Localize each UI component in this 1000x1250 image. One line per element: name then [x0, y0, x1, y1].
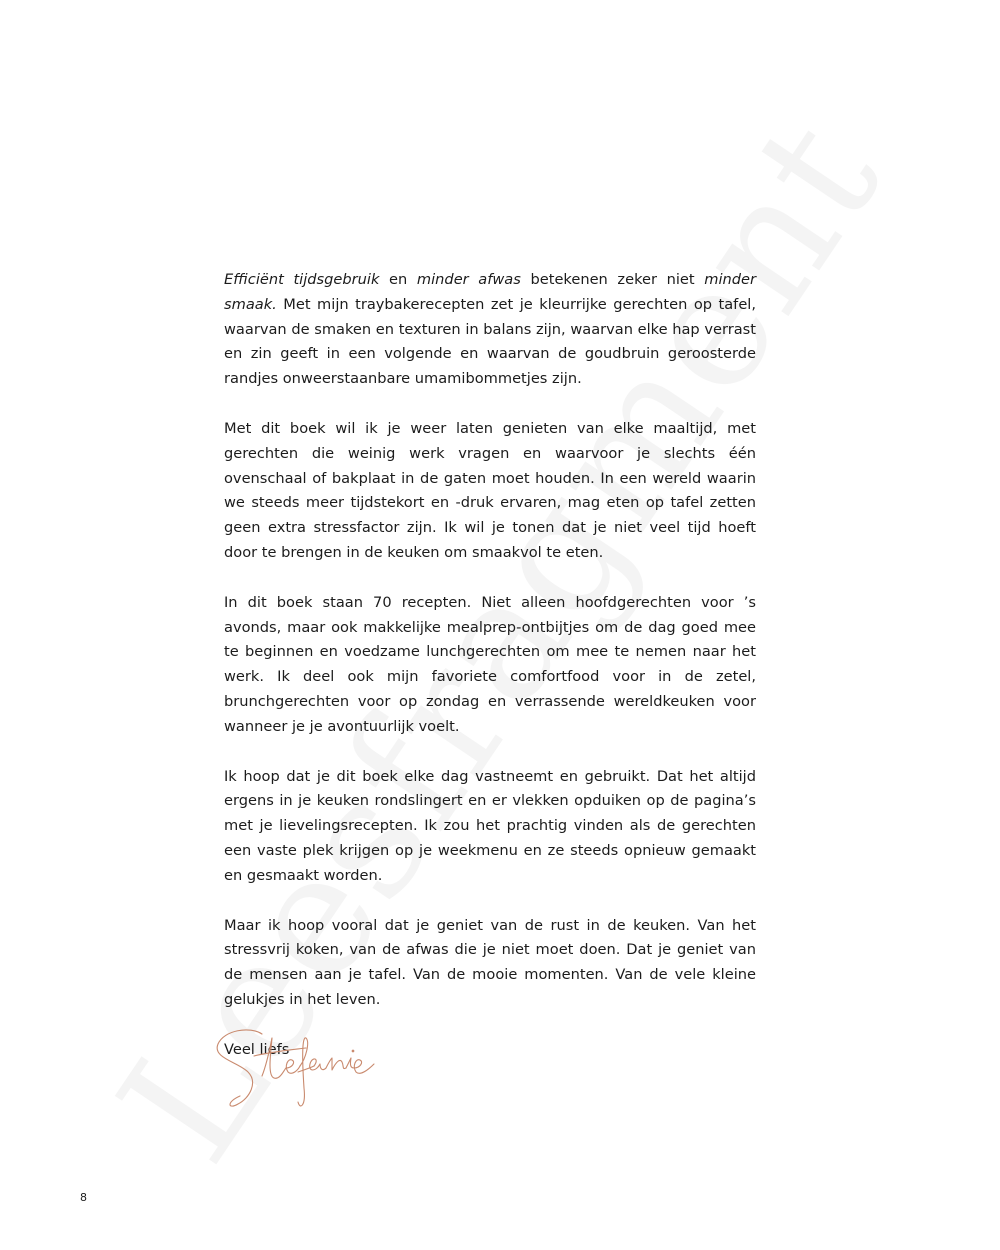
text-run: Met mijn traybakerecepten zet je kleurrijke gerechten op tafel, waarvan de smaken en texturen in balans zijn, waarvan elke hap verrast en zin geeft in een volgende en waarvan de goudbruin geroosterde randjes onweerstaanbare umamibommetjes zijn.: [224, 295, 756, 388]
paragraph-4: Ik hoop dat je dit boek elke dag vastneemt en gebruikt. Dat het altijd ergens in je keuken rondslingert en er vlekken opduiken op de pagina’s met je lievelingsrecepten. Ik zou het prachtig vinden als de gerechten een vaste plek krijgen op je weekmenu en ze steeds opnieuw gemaakt en gesmaakt worden.: [224, 767, 756, 884]
page-number: 8: [80, 1191, 87, 1204]
paragraph-1: [224, 268, 756, 392]
closing-line: Veel liefs: [224, 1040, 290, 1058]
italic-phrase-2: minder afwas: [416, 271, 521, 288]
italic-phrase-1: Efficiënt tijdsgebruik: [224, 271, 380, 288]
paragraph-2: Met dit boek wil ik je weer laten genieten van elke maaltijd, met gerechten die weinig werk vragen en waarvoor je slechts één ovenschaal of bakplaat in de gaten moet houden. In een wereld waarin we steeds meer tijdstekort en -druk ervaren, mag eten op tafel zetten geen extra stressfactor zijn. Ik wil je tonen dat je niet veel tijd hoeft door te brengen in de keuken om smaakvol te eten.: [224, 419, 756, 561]
signature-stefanie: [210, 1018, 390, 1118]
paragraph-3: In dit boek staan 70 recepten. Niet alleen hoofdgerechten voor ’s avonds, maar ook makkelijke mealprep-ontbijtjes om de dag goed mee te beginnen en voedzame lunchgerechten om mee te nemen naar het werk. Ik deel ook mijn favoriete comfortfood voor in de zetel, brunchgerechten voor op zondag en verrassende wereldkeuken voor wanneer je je avontuurlijk voelt.: [224, 593, 756, 735]
text-run: en: [379, 271, 417, 288]
italic-phrase-3: minder smaak.: [224, 271, 756, 313]
text-run: betekenen zeker niet: [520, 271, 705, 288]
body-text: [224, 268, 756, 1063]
paragraph-5: Maar ik hoop vooral dat je geniet van de rust in de keuken. Van het stressvrij koken, van de afwas die je niet moet doen. Dat je geniet van de mensen aan je tafel. Van de mooie momenten. Van de vele kleine gelukjes in het leven.: [224, 916, 756, 1008]
